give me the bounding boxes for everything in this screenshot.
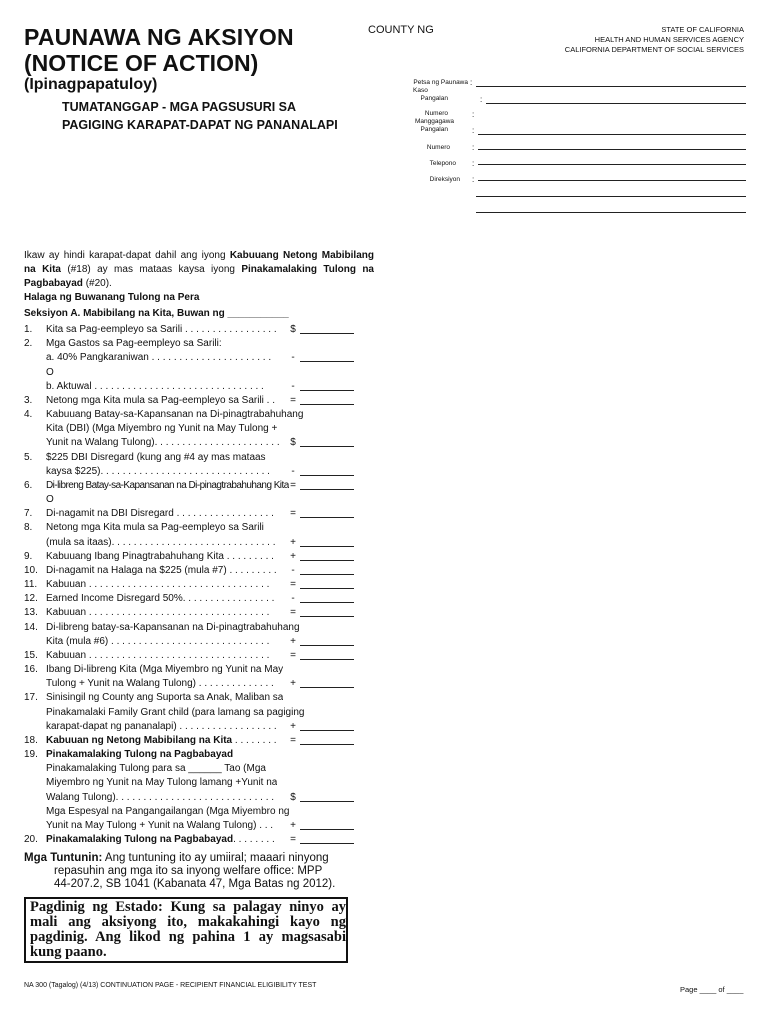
row-number: 14. [24, 621, 38, 633]
table-row [24, 776, 362, 790]
row-label [46, 748, 233, 761]
form-footer-id: NA 300 (Tagalog) (4/13) CONTINUATION PAGE - RECIPIENT FINANCIAL ELIGIBILITY TEST [24, 982, 317, 989]
row-label [46, 635, 269, 648]
amount-field[interactable] [300, 616, 354, 617]
row-operator: + [290, 720, 296, 732]
row-label-text: Kabuuang Ibang Pinagtrabahuhang Kita . . . . . . . . . [46, 550, 274, 562]
row-number: 12. [24, 593, 38, 605]
amount-field[interactable] [300, 744, 354, 745]
row-label [46, 323, 277, 336]
row-operator: = [290, 649, 296, 661]
table-row [24, 663, 362, 677]
row-label [46, 380, 264, 393]
table-row [24, 521, 362, 535]
row-number: 18. [24, 734, 38, 746]
rules-block [24, 852, 364, 891]
row-number: 8. [24, 522, 33, 534]
row-number: 13. [24, 607, 38, 619]
county-label: COUNTY NG [368, 24, 434, 36]
table-row [24, 479, 362, 493]
eligibility-text-1: Ikaw ay hindi karapat-dapat dahil ang iyong [24, 250, 230, 261]
row-operator: - [291, 380, 295, 392]
row-label [46, 564, 277, 577]
row-operator: + [290, 536, 296, 548]
table-row [24, 649, 362, 663]
rules-line-1 [24, 852, 364, 865]
row-label [46, 550, 274, 563]
field-label-telepono: Telepono [429, 160, 456, 167]
row-label-text: Kita sa Pag-eempleyo sa Sarili . . . . . . . . . . . . . . . . . [46, 324, 277, 335]
amount-field[interactable] [300, 489, 354, 490]
row-label-text: Kabuuan . . . . . . . . . . . . . . . . . . . . . . . . . . . . . . . . . [46, 607, 270, 619]
row-label-text: Kabuuang Batay-sa-Kapansanan na Di-pinagtrabahuhang [46, 409, 304, 420]
row-label [46, 819, 273, 832]
field-colon-telepono: : [472, 159, 475, 168]
field-label-manggagawa-pangalan: Pangalan [420, 126, 448, 133]
table-row [24, 465, 362, 479]
row-label [46, 734, 277, 747]
row-label [46, 366, 54, 379]
row-number: 9. [24, 550, 33, 562]
table-row [24, 748, 362, 762]
amount-field[interactable] [300, 404, 354, 405]
row-label [46, 479, 289, 492]
row-label-text: a. 40% Pangkaraniwan . . . . . . . . . . . . . . . . . . . . . . [46, 352, 272, 364]
table-row [24, 791, 362, 805]
amount-field[interactable] [300, 730, 354, 731]
row-number: 3. [24, 394, 33, 406]
amount-field[interactable] [300, 574, 354, 575]
row-number: 6. [24, 479, 33, 491]
amount-field[interactable] [300, 546, 354, 547]
table-row [24, 762, 362, 776]
field-colon-direksiyon: : [472, 175, 475, 184]
table-row [24, 691, 362, 705]
field-line-manggagawa-pangalan[interactable] [478, 134, 746, 135]
row-number: 10. [24, 564, 38, 576]
row-label [46, 351, 271, 364]
row-label-text: Miyembro ng Yunit na May Tulong lamang +Yunit na [46, 777, 278, 789]
table-row [24, 337, 362, 351]
row-operator: - [291, 564, 295, 576]
row-label-text: Sinisingil ng County ang Suporta sa Anak, Maliban sa [46, 692, 284, 704]
row-label-text: Kita (mula #6) . . . . . . . . . . . . . . . . . . . . . . . . . . . . . [46, 635, 270, 647]
row-operator: $ [290, 324, 296, 335]
amount-field[interactable] [300, 659, 354, 660]
form-heading [62, 98, 338, 134]
row-label-text: Di-libreng Batay-sa-Kapansanan na Di-pinagtrabahuhang Kita [46, 479, 289, 491]
row-label-text: Tulong + Yunit na Walang Tulong) . . . . . . . . . . . . . . [46, 678, 274, 690]
table-row [24, 408, 362, 422]
amount-field[interactable] [300, 475, 354, 476]
amount-field[interactable] [300, 517, 354, 518]
row-label-text: Di-nagamit na Halaga na $225 (mula #7) . . . . . . . . . [46, 564, 277, 576]
row-label-leader: . . . . . . . . [233, 834, 275, 846]
field-colon-manggagawa-numero: : [472, 143, 475, 152]
section-heading-halaga: Halaga ng Buwanang Tulong na Pera [24, 292, 200, 303]
table-row [24, 536, 362, 550]
row-operator: + [290, 820, 296, 831]
row-label-text: Earned Income Disregard 50%. . . . . . . . . . . . . . . . . [46, 593, 275, 605]
row-label-text: (mula sa itaas). . . . . . . . . . . . . . . . . . . . . . . . . . . . . . [46, 536, 276, 548]
table-row [24, 351, 362, 365]
row-label [46, 493, 54, 506]
field-line-direksiyon-2[interactable] [476, 196, 746, 197]
row-operator: = [290, 394, 296, 406]
eligibility-bold-2: Pinakamalaking Tulong na Pagbabayad [24, 264, 374, 289]
agency-line2: HEALTH AND HUMAN SERVICES AGENCY [594, 35, 744, 44]
eligibility-statement [24, 249, 374, 291]
row-operator: = [290, 479, 296, 491]
amount-field[interactable] [300, 843, 354, 844]
row-label [46, 606, 269, 619]
row-label [46, 507, 274, 520]
form-heading-line1: TUMATANGGAP - MGA PAGSUSURI SA [62, 100, 297, 114]
page-title-english: (NOTICE OF ACTION) [24, 50, 259, 76]
eligibility-text-3: (#20). [82, 278, 112, 289]
row-label [46, 536, 276, 549]
field-line-telepono[interactable] [478, 164, 746, 165]
table-row [24, 564, 362, 578]
row-label-text: Di-libreng batay-sa-Kapansanan na Di-pinagtrabahuhang [46, 621, 300, 633]
field-colon-petsa: : [470, 78, 473, 87]
row-label [46, 776, 277, 789]
amount-field[interactable] [300, 645, 354, 646]
row-operator: - [291, 465, 295, 477]
row-label-text: Pinakamalaking Tulong para sa ______ Tao (Mga [46, 763, 266, 775]
agency-block [565, 25, 744, 55]
row-label [46, 677, 274, 690]
page-number: Page ____ of ____ [680, 985, 744, 994]
row-label [46, 408, 303, 421]
rules-line-2: repasuhin ang mga ito sa inyong welfare office: MPP [54, 865, 323, 877]
row-label-text: b. Aktuwal . . . . . . . . . . . . . . . . . . . . . . . . . . . . . . . [46, 380, 264, 392]
table-row [24, 380, 362, 394]
table-row [24, 436, 362, 450]
amount-field[interactable] [300, 333, 354, 334]
table-row [24, 805, 362, 819]
row-label [46, 578, 269, 591]
row-operator: = [290, 607, 296, 619]
row-number: 2. [24, 338, 33, 350]
field-colon-manggagawa-pangalan: : [472, 126, 475, 135]
field-label-kaso: Kaso [413, 87, 428, 94]
eligibility-text-2: (#18) ay mas mataas kaysa iyong [60, 264, 242, 275]
row-label-text: kaysa $225). . . . . . . . . . . . . . . . . . . . . . . . . . . . . . . [46, 465, 270, 477]
row-number: 5. [24, 451, 33, 463]
row-number: 1. [24, 324, 33, 335]
table-row [24, 677, 362, 691]
row-operator: = [290, 734, 296, 746]
row-operator: - [291, 352, 295, 364]
table-row [24, 323, 362, 337]
row-operator: + [290, 678, 296, 690]
amount-field[interactable] [300, 361, 354, 362]
field-label-manggagawa: Manggagawa [414, 118, 454, 125]
row-operator: = [290, 579, 296, 591]
rules-line-3: 44-207.2, SB 1041 (Kabanata 47, Mga Batas ng 2012). [54, 878, 336, 890]
row-label [46, 337, 222, 350]
table-row [24, 451, 362, 465]
row-label-text: Walang Tulong). . . . . . . . . . . . . . . . . . . . . . . . . . . . . [46, 791, 275, 803]
row-label-text: Kabuuan ng Netong Mabibilang na Kita [46, 734, 233, 746]
row-label-text: Mga Gastos sa Pag-eempleyo sa Sarili: [46, 338, 222, 350]
row-number: 19. [24, 749, 38, 761]
field-colon-kaso-numero: : [472, 110, 475, 119]
row-label-text: Ibang Di-libreng Kita (Mga Miyembro ng Yunit na May [46, 664, 284, 676]
row-label [46, 592, 274, 605]
row-label-leader: . . . . . . . . [232, 734, 277, 746]
agency-line1: STATE OF CALIFORNIA [661, 25, 744, 34]
row-label [46, 451, 266, 464]
row-label-text: Netong mga Kita mula sa Pag-eempleyo sa Sarili [46, 522, 264, 534]
state-hearing-text: Pagdinig ng Estado: Kung sa palagay ninyo ay mali ang aksiyong ito, makakahingi kayo ng pagdinig. Ang likod ng pahina 1 ay magsasabi kung paano. [30, 899, 346, 960]
row-number: 17. [24, 692, 38, 704]
row-operator: $ [290, 437, 296, 449]
row-label [46, 791, 274, 804]
rules-text-1: Ang tuntuning ito ay umiiral; maaari ninyong [102, 852, 329, 864]
row-operator: $ [290, 791, 296, 803]
table-row [24, 706, 362, 720]
row-operator: + [290, 550, 296, 562]
row-number: 4. [24, 409, 33, 420]
amount-field[interactable] [300, 687, 354, 688]
row-label [46, 394, 275, 407]
page-subtitle: (Ipinagpapatuloy) [24, 76, 158, 93]
row-label-text: Pinakamalaking Tulong na Pagbabayad [46, 749, 234, 761]
field-line-petsa[interactable] [476, 86, 746, 87]
row-label-text: Kabuuan . . . . . . . . . . . . . . . . . . . . . . . . . . . . . . . . . [46, 649, 270, 661]
row-label [46, 691, 283, 704]
row-label-text: Kita (DBI) (Mga Miyembro ng Yunit na May Tulong + [46, 423, 278, 435]
row-number: 7. [24, 508, 33, 520]
row-number: 20. [24, 834, 38, 846]
row-label-text: Di-nagamit na DBI Disregard . . . . . . . . . . . . . . . . . . [46, 508, 274, 520]
row-label-text: karapat-dapat ng pananalapi) . . . . . . . . . . . . . . . . . . [46, 720, 277, 732]
table-row [24, 550, 362, 564]
page-title: PAUNAWA NG AKSIYON [24, 24, 294, 50]
row-number: 15. [24, 649, 38, 661]
row-label [46, 663, 283, 676]
row-operator: + [290, 635, 296, 647]
row-label [46, 422, 277, 435]
row-number: 11. [24, 579, 38, 591]
field-line-direksiyon[interactable] [478, 180, 746, 181]
amount-field[interactable] [300, 829, 354, 830]
table-row [24, 621, 362, 635]
amount-field[interactable] [300, 390, 354, 391]
agency-line3: CALIFORNIA DEPARTMENT OF SOCIAL SERVICES [564, 45, 744, 54]
row-label [46, 720, 277, 733]
table-row [24, 734, 362, 748]
amount-field[interactable] [300, 588, 354, 589]
field-label-kaso-pangalan: Pangalan [420, 95, 448, 102]
row-label-text: Mga Espesyal na Pangangailangan (Mga Miyembro ng [46, 805, 290, 817]
row-label [46, 465, 270, 478]
table-row [24, 720, 362, 734]
section-heading-seksyon-a: Seksiyon A. Mabibilang na Kita, Buwan ng ___________ [24, 308, 289, 319]
field-line-kaso-pangalan[interactable] [486, 103, 746, 104]
row-label [46, 621, 300, 634]
table-row [24, 578, 362, 592]
amount-field[interactable] [300, 446, 354, 447]
row-label [46, 706, 304, 719]
form-heading-line2: PAGIGING KARAPAT-DAPAT NG PANANALAPI [62, 118, 338, 132]
amount-field[interactable] [300, 560, 354, 561]
row-operator: = [290, 834, 296, 846]
amount-field[interactable] [300, 801, 354, 802]
row-label [46, 649, 269, 662]
row-label-text: Pinakamalaking Tulong na Pagbabayad [46, 834, 234, 846]
field-colon-kaso-pangalan: : [480, 95, 483, 104]
field-line-direksiyon-3[interactable] [476, 212, 746, 213]
table-row [24, 493, 362, 507]
row-label-text: O [46, 366, 54, 378]
table-row [24, 635, 362, 649]
table-row [24, 819, 362, 833]
row-label [46, 762, 266, 775]
eligibility-bold-1: Kabuuang Netong Mabibilang na Kita [24, 250, 374, 275]
row-operator: - [291, 593, 295, 605]
table-row [24, 592, 362, 606]
table-row [24, 422, 362, 436]
table-row [24, 606, 362, 620]
amount-field[interactable] [300, 602, 354, 603]
field-line-manggagawa-numero[interactable] [478, 149, 746, 150]
row-label-text: Yunit na May Tulong + Yunit na Walang Tulong) . . . [46, 820, 274, 831]
row-label [46, 805, 289, 818]
table-row [24, 394, 362, 408]
row-label [46, 521, 264, 534]
row-label-text: Yunit na Walang Tulong). . . . . . . . . . . . . . . . . . . . . . . [46, 437, 280, 449]
table-row [24, 833, 362, 847]
field-label-direksiyon: Direksiyon [429, 176, 460, 183]
table-row [24, 366, 362, 380]
field-label-petsa: Petsa ng Paunawa [413, 79, 468, 86]
row-label [46, 833, 275, 846]
rules-label: Mga Tuntunin: [24, 852, 103, 864]
row-label-text: Kabuuan . . . . . . . . . . . . . . . . . . . . . . . . . . . . . . . . . [46, 579, 270, 591]
field-label-kaso-numero: Numero [424, 110, 448, 117]
row-label-text: $225 DBI Disregard (kung ang #4 ay mas mataas [46, 451, 266, 463]
field-label-manggagawa-numero: Numero [426, 144, 450, 151]
row-number: 16. [24, 664, 38, 676]
row-label-text: Netong mga Kita mula sa Pag-eempleyo sa Sarili . . [46, 394, 275, 406]
row-operator: = [290, 508, 296, 520]
row-label-text: Pinakamalaki Family Grant child (para lamang sa pagiging [46, 706, 305, 718]
row-label [46, 436, 280, 449]
row-label-text: O [46, 494, 54, 505]
table-row [24, 507, 362, 521]
